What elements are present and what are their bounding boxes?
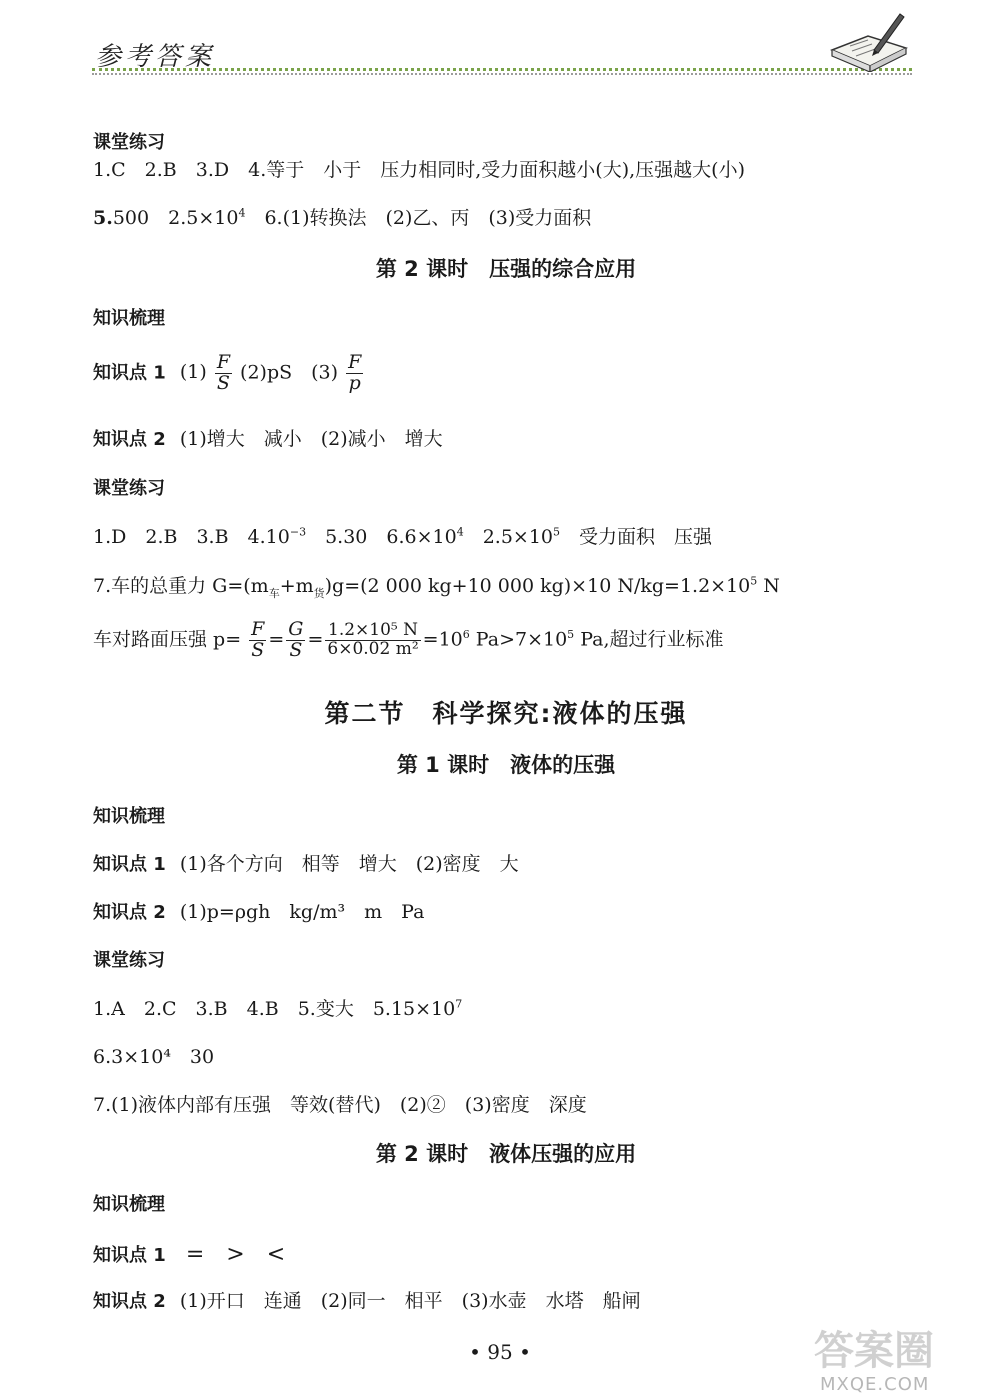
answer-text: = > < [185,1242,286,1267]
section-label-knowledge: 知识梳理 [93,806,165,827]
answer-text: 1.A 2.C 3.B 4.B 5.变大 5.15×10 [93,998,456,1020]
lesson-heading: 第 2 课时 液体压强的应用 [375,1142,637,1166]
answer-text: 1.D 2.B 3.B 4.10 [93,526,290,548]
page-number: • 95 • [469,1340,531,1364]
section-label-practice: 课堂练习 [93,950,165,971]
answer-text: Pa,超过行业标准 [574,628,724,651]
fraction-f-over-s: $\frac{F}{S}$ [216,351,230,394]
answer-line: 6.3×10⁴ 30 [93,1046,215,1068]
answer-text: N [757,575,780,597]
answer-number: 5. [93,207,113,229]
knowledge-point-line [93,1237,285,1268]
answer-text: (1)各个方向 相等 增大 (2)密度 大 [179,853,519,875]
fraction-numeric: $\frac{\text{1.2×10⁵ N}}{\text{6×0.02 m²}}$ [327,620,419,659]
section-label-knowledge: 知识梳理 [93,308,165,329]
section-label-practice: 课堂练习 [93,478,165,499]
answer-line: 7.车的总重力 $G=(m_车+m_货)g=(2$ 000 kg+10 000 kg)×10 $N/kg=1.2\times 10^5$ N [93,574,780,600]
lesson-heading: 第 2 课时 压强的综合应用 [375,257,637,281]
knowledge-point-line [93,849,519,876]
book-pen-icon [828,10,910,72]
section-label-knowledge: 知识梳理 [93,1194,165,1215]
answer-text: =10 [422,628,463,651]
knowledge-point-label: 知识点 2 [93,902,166,923]
answer-line: 1.C 2.B 3.D 4.等于 小于 压力相同时,受力面积越小(大),压强越大(小) [93,159,745,181]
answer-line: 5.500 $2.5\times 10^4$ 6.(1)转换法 (2)乙、丙 (3)受力面积 [93,206,592,229]
knowledge-point-label: 知识点 1 [93,362,166,384]
answer-text: 车对路面压强 p= [93,628,242,651]
answer-text: 受力面积 压强 [560,526,713,548]
answer-text: 2.5×10 [463,526,554,548]
subscript: 车 [268,586,280,600]
answer-text: 500 2.5×10 [112,207,239,229]
answer-text: 7.车的总重力 G=(m [93,575,269,597]
answer-text: +m [279,575,314,597]
section-label-practice: 课堂练习 [93,132,165,153]
answer-line: 7.(1)液体内部有压强 等效(替代) (2)② (3)密度 深度 [93,1094,587,1116]
header-rule-secondary [92,73,912,75]
lesson-heading: 第 1 课时 液体的压强 [396,753,616,777]
answer-text: (2)pS (3) [240,361,339,384]
answer-text: )g=(2 000 kg+10 000 kg)×10 N/kg=1.2×10 [324,575,751,597]
knowledge-point-line [93,897,424,924]
answer-text: 6.(1)转换法 (2)乙、丙 (3)受力面积 [245,207,592,229]
header-title: 参考答案 [95,42,216,72]
subscript: 货 [313,586,325,600]
svg-text:答案圈: 答案圈 [814,1328,934,1374]
knowledge-point-line [93,353,365,394]
answer-line: 1.A 2.C 3.B 4.B 5.变大 $5.15\times 10^7$ [93,997,463,1020]
knowledge-point-label: 知识点 2 [93,1291,166,1312]
knowledge-point-label: 知识点 2 [93,429,166,450]
knowledge-point-label: 知识点 1 [93,1245,166,1266]
knowledge-point-line [93,1286,641,1313]
watermark-text: MXQE.COM [820,1374,930,1395]
section-heading: 第二节 科学探究:液体的压强 [324,699,688,728]
answer-line: 1.D 2.B 3.B $4.10^{-3}$ 5.30 $6.6\times 10^4$ $2.5\times 10^5$ 受力面积 压强 [93,525,713,548]
fraction-g-over-s: $\frac{G}{S}$ [288,618,304,661]
answer-line: 车对路面压强 p= $\frac{F}{S}$ = $\frac{G}{S}$ = $\frac{\text{1.2×10⁵ N}}{\text{6×0.02 m²}}$ $=10^6$ $Pa>7\times 10^5$ Pa,超过行业标准 [93,618,724,661]
fraction-f-over-s: $\frac{F}{S}$ [251,618,265,661]
answer-text: Pa>7×10 [469,628,568,651]
answer-text: (1)增大 减小 (2)减小 增大 [179,428,443,450]
answer-text: (1) [179,361,207,384]
answer-text: (1)p=ρgh kg/m³ m Pa [179,901,425,923]
header-rule [92,68,912,71]
fraction-f-over-p: $\frac{F}{p}$ [348,351,362,394]
knowledge-point-line [93,424,443,451]
knowledge-point-label: 知识点 1 [93,854,166,875]
answer-text: (1)开口 连通 (2)同一 相平 (3)水壶 水塔 船闸 [179,1290,641,1312]
answer-text: 5.30 6.6×10 [306,526,457,548]
